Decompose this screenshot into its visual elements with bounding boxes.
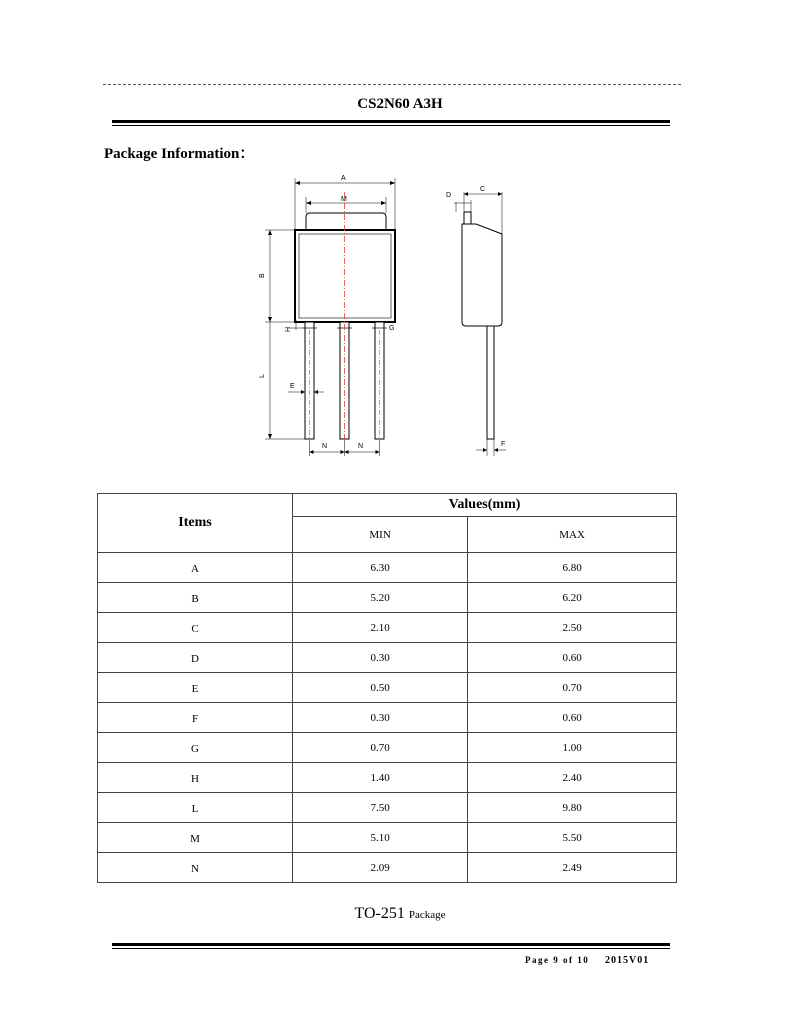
page-footer bbox=[525, 955, 649, 966]
footer-rule-thick bbox=[112, 943, 670, 946]
row-max: 2.50 bbox=[468, 613, 677, 643]
row-item: G bbox=[98, 733, 293, 763]
row-max: 2.40 bbox=[468, 763, 677, 793]
side-tab bbox=[464, 212, 471, 224]
label-N-right: N bbox=[358, 443, 364, 450]
row-max: 2.49 bbox=[468, 853, 677, 883]
row-min: 2.10 bbox=[293, 613, 468, 643]
row-min: 2.09 bbox=[293, 853, 468, 883]
table-row bbox=[98, 793, 677, 823]
header-dashed-rule bbox=[103, 84, 681, 85]
max-header: MAX bbox=[468, 517, 677, 553]
row-item: C bbox=[98, 613, 293, 643]
version: 2015V01 bbox=[605, 955, 650, 966]
package-caption bbox=[0, 905, 800, 923]
table-row bbox=[98, 583, 677, 613]
row-max: 6.20 bbox=[468, 583, 677, 613]
row-item: B bbox=[98, 583, 293, 613]
page-number: Page 9 of 10 bbox=[525, 955, 590, 965]
row-max: 6.80 bbox=[468, 553, 677, 583]
row-item: L bbox=[98, 793, 293, 823]
label-E: E bbox=[290, 383, 295, 390]
label-C: C bbox=[480, 186, 486, 193]
footer-rule-thin bbox=[112, 948, 670, 949]
table-row bbox=[98, 673, 677, 703]
label-G: G bbox=[389, 325, 395, 332]
label-N-left: N bbox=[322, 443, 328, 450]
side-view bbox=[454, 192, 506, 456]
table-row bbox=[98, 553, 677, 583]
label-H: H bbox=[285, 326, 292, 332]
header-rule-thick bbox=[112, 120, 670, 123]
label-M: M bbox=[341, 196, 347, 203]
row-item: E bbox=[98, 673, 293, 703]
row-max: 0.60 bbox=[468, 643, 677, 673]
row-item: D bbox=[98, 643, 293, 673]
row-min: 0.50 bbox=[293, 673, 468, 703]
row-item: M bbox=[98, 823, 293, 853]
row-item: H bbox=[98, 763, 293, 793]
table-row bbox=[98, 643, 677, 673]
row-min: 0.70 bbox=[293, 733, 468, 763]
side-lead bbox=[487, 326, 494, 439]
row-min: 6.30 bbox=[293, 553, 468, 583]
row-item: N bbox=[98, 853, 293, 883]
items-header: Items bbox=[98, 494, 293, 553]
label-L: L bbox=[259, 374, 266, 378]
table-row bbox=[98, 703, 677, 733]
table-row bbox=[98, 763, 677, 793]
document-title: CS2N60 A3H bbox=[357, 96, 443, 112]
package-drawing-svg bbox=[240, 170, 530, 470]
row-min: 0.30 bbox=[293, 643, 468, 673]
section-title: Package Information： bbox=[104, 146, 255, 162]
row-max: 5.50 bbox=[468, 823, 677, 853]
table-row bbox=[98, 613, 677, 643]
side-body bbox=[462, 224, 502, 326]
row-min: 0.30 bbox=[293, 703, 468, 733]
values-header: Values(mm) bbox=[293, 494, 677, 517]
table-header-row bbox=[98, 494, 677, 517]
front-view bbox=[265, 178, 396, 456]
label-D: D bbox=[446, 192, 452, 199]
header-rule-thin bbox=[112, 125, 670, 126]
package-drawing bbox=[240, 170, 530, 470]
row-item: F bbox=[98, 703, 293, 733]
row-max: 0.60 bbox=[468, 703, 677, 733]
table-row bbox=[98, 853, 677, 883]
row-item: A bbox=[98, 553, 293, 583]
package-suffix: Package bbox=[408, 909, 446, 921]
label-B: B bbox=[259, 273, 266, 278]
label-F: F bbox=[501, 441, 506, 448]
front-body-outer bbox=[295, 230, 395, 322]
row-max: 9.80 bbox=[468, 793, 677, 823]
row-min: 7.50 bbox=[293, 793, 468, 823]
row-min: 1.40 bbox=[293, 763, 468, 793]
min-header: MIN bbox=[293, 517, 468, 553]
package-name: TO-251 bbox=[354, 905, 405, 922]
table-row bbox=[98, 733, 677, 763]
row-max: 1.00 bbox=[468, 733, 677, 763]
row-min: 5.20 bbox=[293, 583, 468, 613]
row-min: 5.10 bbox=[293, 823, 468, 853]
label-A: A bbox=[341, 175, 346, 182]
row-max: 0.70 bbox=[468, 673, 677, 703]
dimensions-table bbox=[97, 493, 677, 883]
table-row bbox=[98, 823, 677, 853]
